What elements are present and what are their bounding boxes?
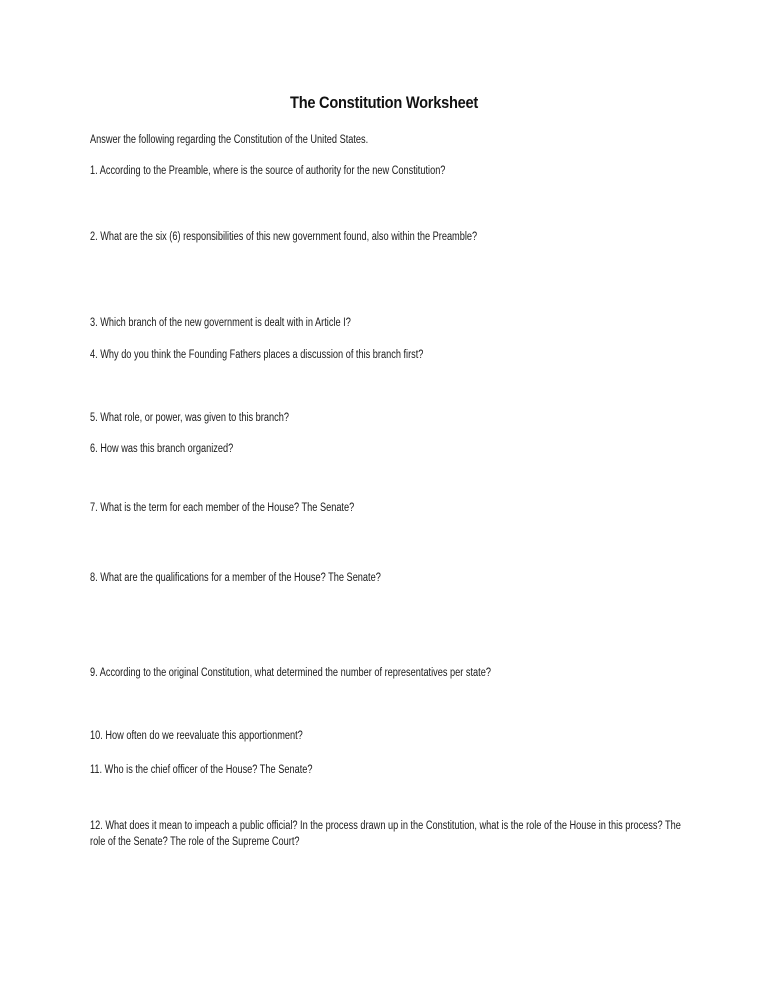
- question-1: [90, 163, 445, 179]
- question-11: [90, 762, 312, 778]
- worksheet-title: The Constitution Worksheet: [290, 93, 478, 112]
- question-number: 11.: [90, 764, 103, 776]
- question-8: [90, 570, 381, 586]
- question-text: What are the six (6) responsibilities of this new government found, also within the Preamble?: [100, 231, 478, 243]
- question-number: 7.: [90, 502, 98, 514]
- question-text: How was this branch organized?: [100, 443, 234, 455]
- question-12: [90, 818, 698, 850]
- instructions: Answer the following regarding the Constitution of the United States.: [90, 134, 369, 146]
- question-number: 4.: [90, 349, 98, 361]
- question-9: [90, 665, 491, 681]
- question-text: Which branch of the new government is dealt with in Article I?: [100, 317, 351, 329]
- question-text: What role, or power, was given to this branch?: [100, 412, 289, 424]
- question-text: Who is the chief officer of the House? The Senate?: [104, 764, 313, 776]
- question-text: What are the qualifications for a member of the House? The Senate?: [100, 572, 381, 584]
- question-text: What is the term for each member of the House? The Senate?: [100, 502, 355, 514]
- question-10: [90, 728, 303, 744]
- question-number: 6.: [90, 443, 98, 455]
- question-number: 8.: [90, 572, 98, 584]
- question-text: How often do we reevaluate this apportionment?: [105, 730, 303, 742]
- question-number: 10.: [90, 730, 103, 742]
- question-text: According to the Preamble, where is the source of authority for the new Constitution?: [99, 165, 446, 177]
- question-number: 3.: [90, 317, 98, 329]
- question-4: [90, 347, 423, 363]
- question-5: [90, 410, 289, 426]
- question-text: According to the original Constitution, what determined the number of representatives per state?: [99, 667, 491, 679]
- question-text: Why do you think the Founding Fathers places a discussion of this branch first?: [100, 349, 424, 361]
- question-number: 9.: [90, 667, 98, 679]
- question-number: 2.: [90, 231, 98, 243]
- question-number: 1.: [90, 165, 98, 177]
- question-number: 5.: [90, 412, 98, 424]
- question-6: [90, 441, 233, 457]
- question-2: [90, 229, 477, 245]
- question-3: [90, 315, 351, 331]
- question-text: What does it mean to impeach a public official? In the process drawn up in the Constitution, what is the role of the House in this process? The role of the Senate? The role of the Supreme Court?: [90, 820, 681, 848]
- question-number: 12.: [90, 820, 103, 832]
- question-7: [90, 500, 354, 516]
